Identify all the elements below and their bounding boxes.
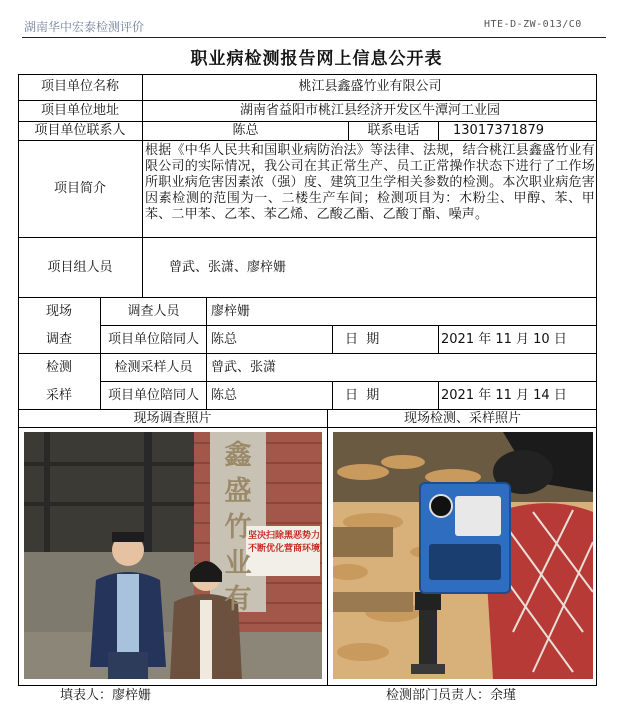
instrument-panel (455, 496, 501, 536)
phone-value: 13017371879 (453, 123, 544, 138)
header-org: 湖南华中宏泰检测评价 (24, 20, 145, 34)
sampling-instrument (419, 482, 511, 594)
sampling-date-label: 日 期 (345, 387, 380, 403)
sampling-side-label-top: 检测 (45, 359, 72, 375)
unit-address-value: 湖南省益阳市桃江县经济开发区牛潭河工业园 (239, 103, 500, 118)
dept-head: 检测部门员责人：余瑾 (386, 688, 517, 703)
team-value: 曾武、张潇、廖梓姗 (169, 259, 287, 275)
team-label: 项目组人员 (47, 259, 113, 275)
phone-label: 联系电话 (367, 123, 420, 138)
sampler-value: 曾武、张潇 (211, 359, 277, 375)
instrument-base (429, 544, 501, 580)
form-filler: 填表人：廖梓姗 (60, 688, 152, 703)
sampling-photo-caption: 现场检测、采样照片 (403, 410, 521, 426)
unit-name-label: 项目单位名称 (40, 79, 119, 94)
company-sign (218, 438, 258, 618)
company-sign-char: 鑫 (224, 440, 252, 471)
sampler-label: 检测采样人员 (114, 359, 193, 375)
intro-value: 根据《中华人民共和国职业病防治法》等法律、法规，结合桃江县鑫盛竹业有限公司的实际情况，我公司在其正常生产、员工正常操作状态下进行了工作场所职业病危害因素浓（强）度、建筑卫生学相关参数的检测。本次职业病危害因素检测的范围为一、二楼生产车间；检测项目为：木粉尘、甲醇、苯、甲苯、二甲苯、乙苯、苯乙烯、乙酸乙酯、乙酸丁酯、噪声。 (145, 143, 595, 222)
survey-photo-caption: 现场调查照片 (133, 410, 212, 426)
survey-side-label-bottom: 调查 (45, 331, 72, 347)
survey-photo (24, 432, 322, 679)
instrument-dial-icon (429, 494, 453, 518)
slogan-line: 不断优化营商环境 (248, 544, 320, 554)
survey-side-label-top: 现场 (45, 303, 72, 319)
page-title: 职业病检测报告网上信息公开表 (190, 49, 443, 69)
investigator-value: 廖梓姗 (211, 303, 251, 319)
sampling-side-label-bottom: 采样 (45, 387, 72, 403)
contact-label: 项目单位联系人 (34, 123, 126, 138)
survey-date-label: 日 期 (345, 331, 380, 347)
investigator-label: 调查人员 (127, 303, 180, 319)
survey-escort-label: 项目单位陪同人 (107, 331, 199, 347)
unit-address-label: 项目单位地址 (40, 103, 119, 118)
slogan-line: 坚决扫除黑恶势力 (248, 531, 320, 541)
intro-label: 项目简介 (53, 181, 106, 196)
survey-escort-value: 陈总 (211, 331, 238, 347)
slogan-banner (248, 530, 320, 556)
sampling-date-value: 2021 年 11 月 14 日 (441, 387, 567, 403)
col-divider (327, 409, 328, 686)
contact-value: 陈总 (232, 123, 259, 138)
company-sign-char: 盛 (224, 476, 252, 507)
company-sign-char: 业 (224, 548, 252, 579)
unit-name-value: 桃江县鑫盛竹业有限公司 (298, 79, 442, 94)
sampling-escort-value: 陈总 (211, 387, 238, 403)
header-divider (22, 37, 606, 38)
header-doc-code: HTE-D-ZW-013/C0 (484, 19, 582, 30)
company-sign-char: 竹 (224, 512, 252, 543)
company-sign-char: 有 (224, 584, 252, 615)
sampling-photo (333, 432, 593, 679)
sampling-escort-label: 项目单位陪同人 (107, 387, 199, 403)
survey-date-value: 2021 年 11 月 10 日 (441, 331, 567, 347)
